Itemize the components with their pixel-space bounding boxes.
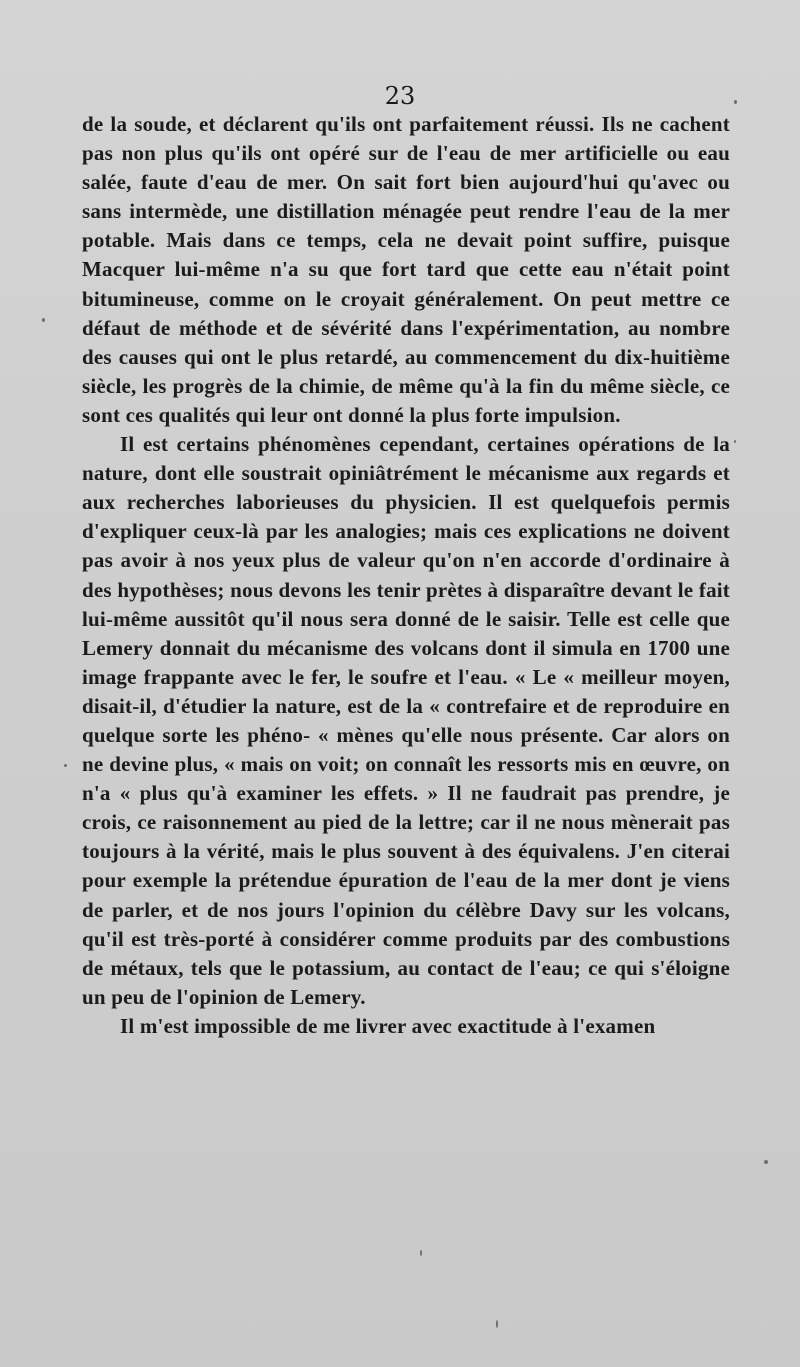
- paragraph-1: de la soude, et déclarent qu'ils ont parfaitement réussi. Ils ne cachent pas non plus qu'ils ont opéré sur de l'eau de mer artificielle ou eau salée, faute d'eau de mer. On sait fort bien aujourd'hui qu'avec ou sans intermède, une distillation ménagée peut rendre l'eau de la mer potable. Mais dans ce temps, cela ne devait point suffire, puisque Macquer lui-même n'a su que fort tard que cette eau n'était point bitumineuse, comme on le croyait généralement. On peut mettre ce défaut de méthode et de sévérité dans l'expérimentation, au nombre des causes qui ont le plus retardé, au commencement du dix-huitième siècle, les progrès de la chimie, de même qu'à la fin du même siècle, ce sont ces qualités qui leur ont donné la plus forte impulsion.: [82, 112, 730, 427]
- speck: [734, 100, 737, 104]
- speck: [420, 1250, 422, 1256]
- page-number: 23: [384, 82, 416, 110]
- speck: [496, 1320, 498, 1328]
- speck: [64, 764, 67, 767]
- speck: [42, 318, 45, 322]
- paragraph-3: Il m'est impossible de me livrer avec exactitude à l'examen: [120, 1013, 656, 1038]
- speck: [734, 440, 736, 443]
- paragraph-2: Il est certains phénomènes cependant, certaines opérations de la nature, dont elle soustrait opiniâtrément le mécanisme aux regards et aux recherches laborieuses du physicien. Il est quelquefois permis d'expliquer ceux-là par les analogies; mais ces explications ne doivent pas avoir à nos yeux plus de valeur qu'on n'en accorde d'ordinaire à des hypothèses; nous devons les tenir prètes à disparaître devant le fait lui-même aussitôt qu'il nous sera donné de le saisir. Telle est celle que Lemery donnait du mécanisme des volcans dont il simula en 1700 une image frappante avec le fer, le soufre et l'eau. « Le « meilleur moyen, disait-il, d'étudier la nature, est de la « contrefaire et de reproduire en quelque sorte les phéno- « mènes qu'elle nous présente. Car alors on ne devine plus, « mais on voit; on connaît les ressorts mis en œuvre, on n'a « plus qu'à examiner les effets. » Il ne faudrait pas prendre, je crois, ce raisonnement au pied de la lettre; car il ne nous mènerait pas toujours à la vérité, mais le plus souvent à des équivalens. J'en citerai pour exemple la prétendue épuration de l'eau de la mer dont je viens de parler, et de nos jours l'opinion du célèbre Davy sur les volcans, qu'il est très-porté à considérer comme produits par des combustions de métaux, tels que le potassium, au contact de l'eau; ce qui s'éloigne un peu de l'opinion de Lemery.: [82, 432, 730, 1009]
- speck: [764, 1160, 768, 1164]
- body-text: [82, 110, 730, 1041]
